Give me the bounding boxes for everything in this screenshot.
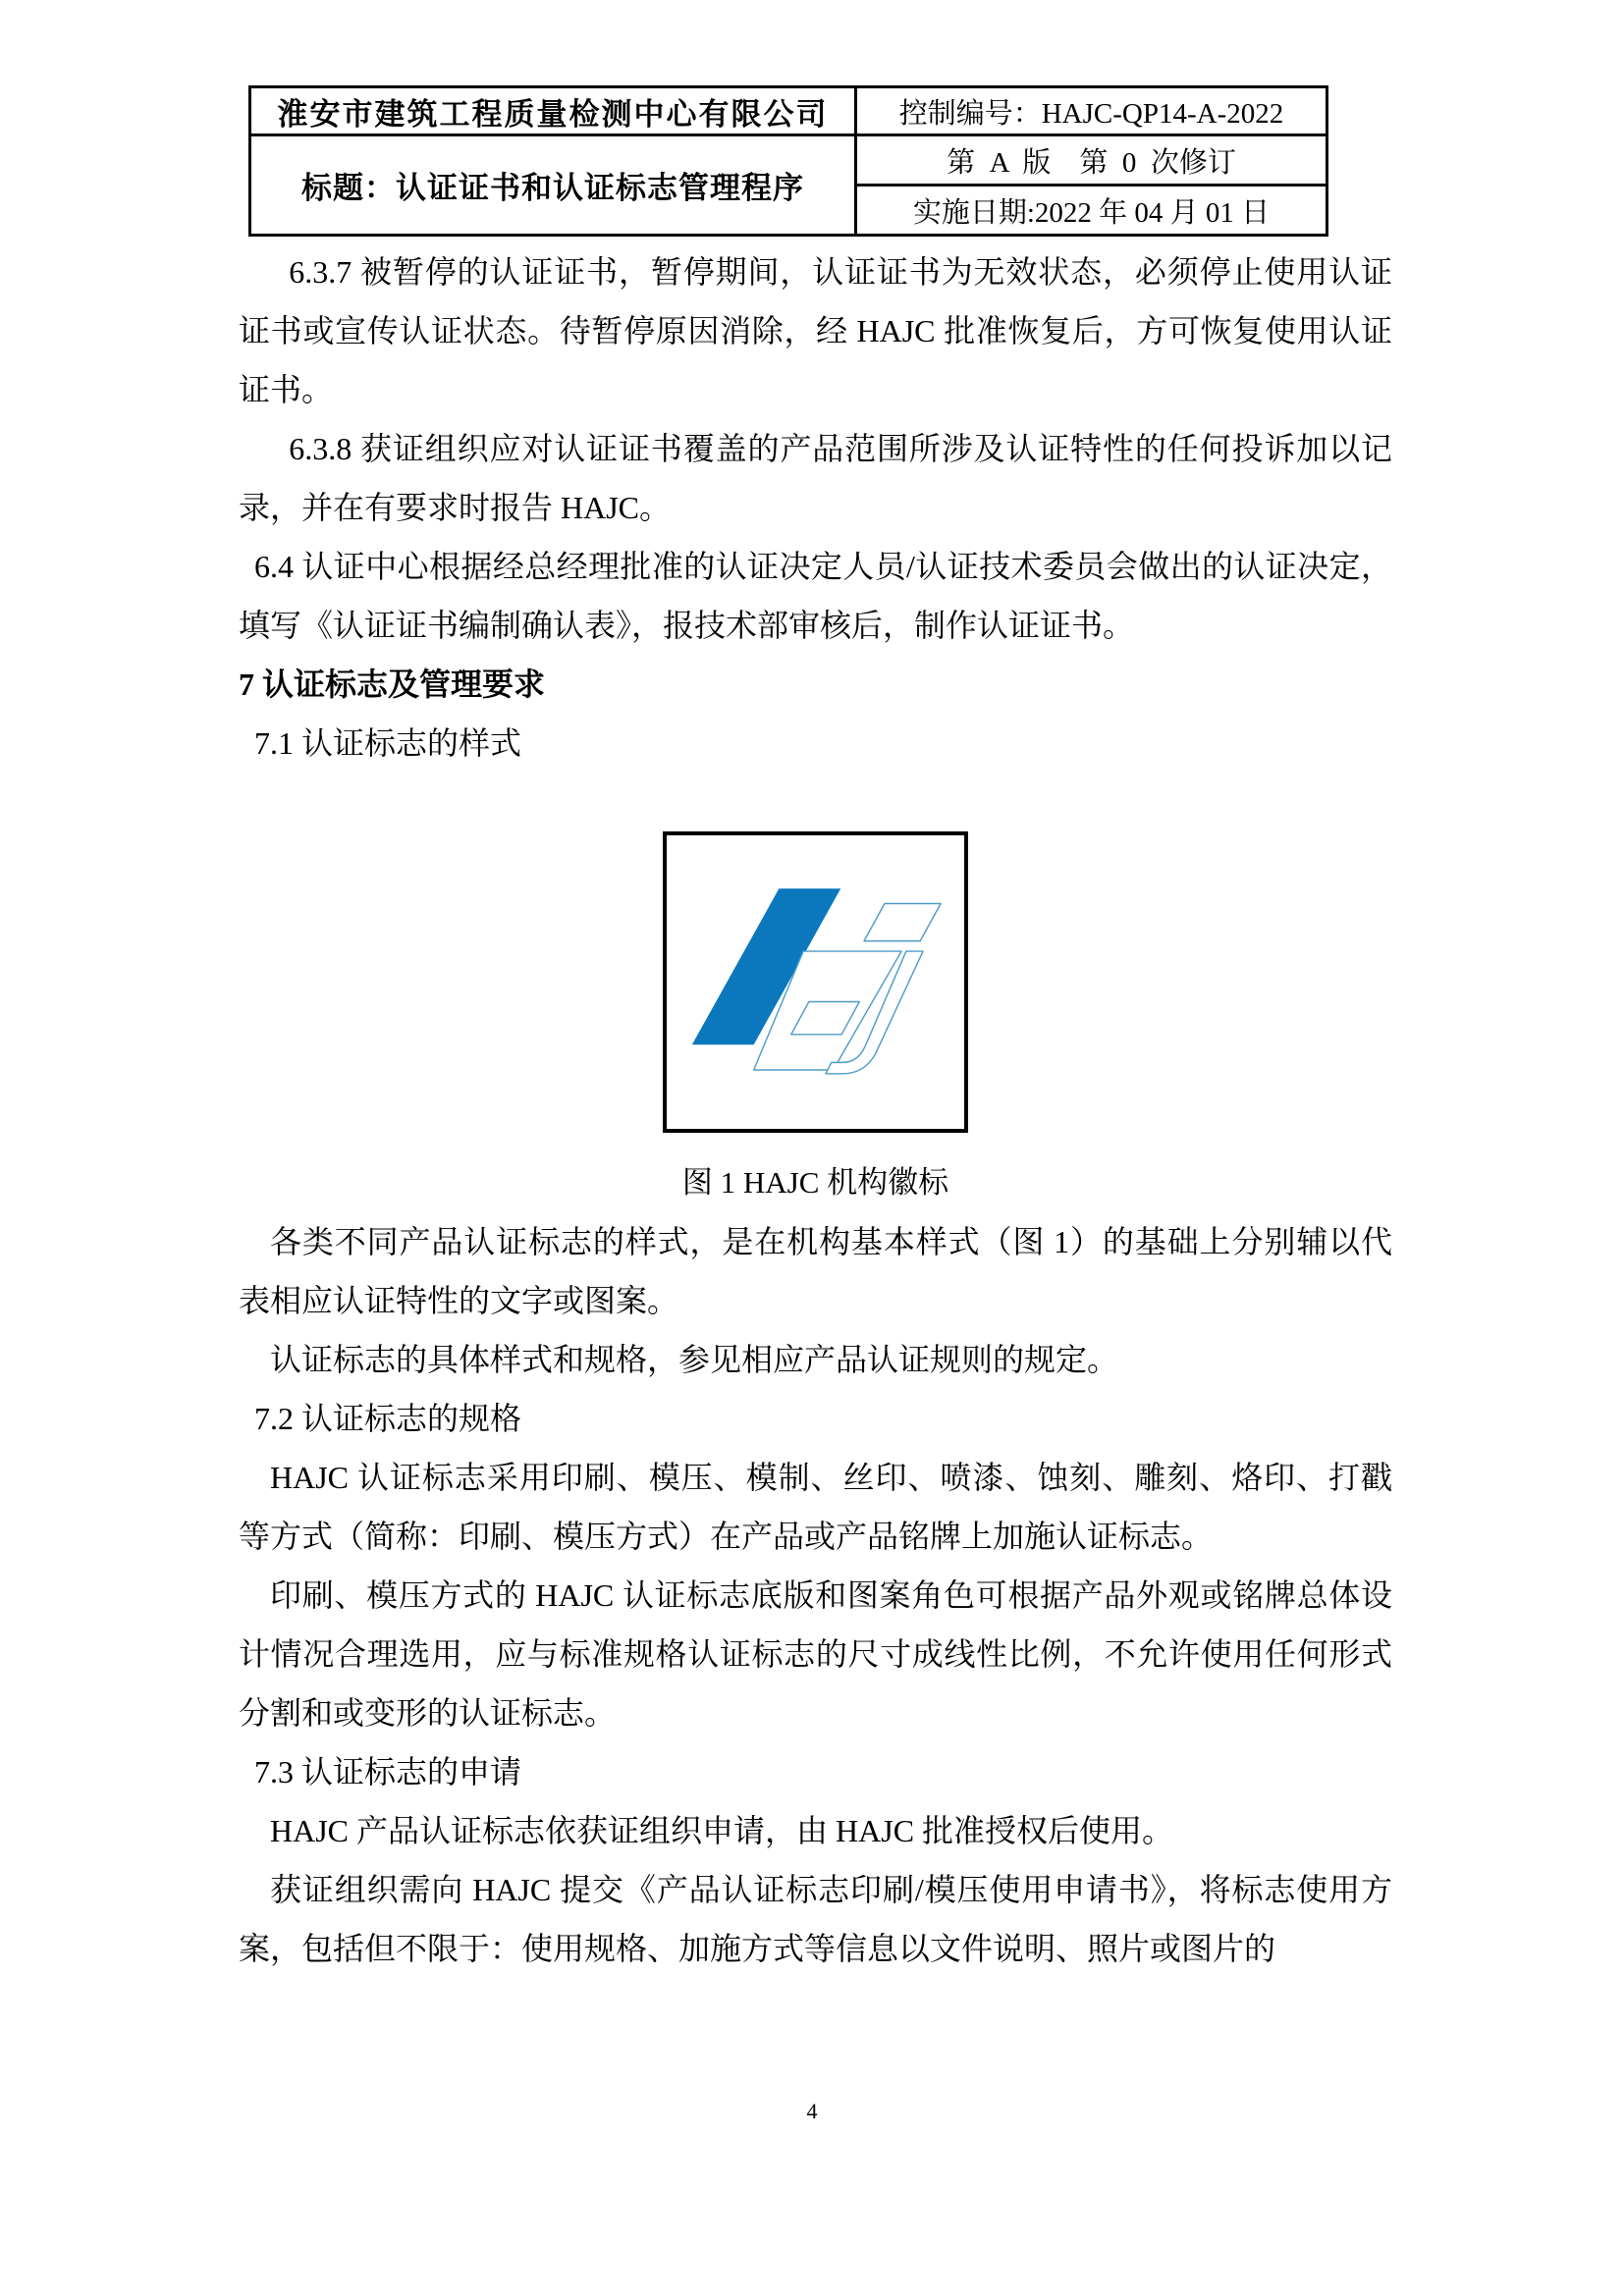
- hajc-logo-box: [663, 831, 968, 1133]
- section-heading-7-2: 7.2 认证标志的规格: [254, 1401, 522, 1436]
- header-row-1: [250, 87, 1327, 135]
- paragraph-spec-ref: 认证标志的具体样式和规格，参见相应产品认证规则的规定。: [270, 1342, 1119, 1377]
- hajc-logo-icon: [667, 835, 964, 1129]
- paragraph-6-3-8: 6.3.8 获证组织应对认证证书覆盖的产品范围所涉及认证特性的任何投诉加以记录，并在有要求时报告 HAJC。: [239, 431, 1392, 525]
- document-body: [239, 242, 1392, 1978]
- paragraph-methods: HAJC 认证标志采用印刷、模压、模制、丝印、喷漆、蚀刻、雕刻、烙印、打戳等方式（简称：印刷、模压方式）在产品或产品铭牌上加施认证标志。: [239, 1460, 1392, 1554]
- revision-cell: 第 A 版 第 0 次修订: [856, 135, 1327, 186]
- control-number-cell: 控制编号：HAJC-QP14-A-2022: [856, 87, 1327, 135]
- section-heading-7: 7 认证标志及管理要求: [239, 667, 546, 702]
- company-name-cell: 淮安市建筑工程质量检测中心有限公司: [250, 87, 856, 135]
- header-table: [248, 85, 1328, 237]
- doc-title-cell: 标题：认证证书和认证标志管理程序: [250, 135, 856, 236]
- page-number: 4: [806, 2099, 818, 2123]
- figure-caption: 图 1 HAJC 机构徽标: [681, 1165, 949, 1200]
- logo-outline-dot: [864, 904, 941, 941]
- paragraph-6-3-7: 6.3.7 被暂停的认证证书，暂停期间，认证证书为无效状态，必须停止使用认证证书或宣传认证状态。待暂停原因消除，经 HAJC 批准恢复后，方可恢复使用认证证书。: [239, 254, 1392, 407]
- paragraph-apply: HAJC 产品认证标志依获证组织申请，由 HAJC 批准授权后使用。: [270, 1813, 1174, 1848]
- paragraph-6-4: 6.4 认证中心根据经总经理批准的认证决定人员/认证技术委员会做出的认证决定，填写《认证证书编制确认表》，报技术部审核后，制作认证证书。: [239, 549, 1392, 643]
- section-heading-7-3: 7.3 认证标志的申请: [254, 1754, 522, 1789]
- paragraph-submit: 获证组织需向 HAJC 提交《产品认证标志印刷/模压使用申请书》，将标志使用方案，包括但不限于：使用规格、加施方式等信息以文件说明、照片或图片的: [239, 1872, 1392, 1966]
- paragraph-styles: 各类不同产品认证标志的样式，是在机构基本样式（图 1）的基础上分别辅以代表相应认证特性的文字或图案。: [239, 1224, 1392, 1318]
- implementation-date-cell: 实施日期:2022 年 04 月 01 日: [856, 186, 1327, 236]
- paragraph-base-design: 印刷、模压方式的 HAJC 认证标志底版和图案角色可根据产品外观或铭牌总体设计情况合理选用，应与标准规格认证标志的尺寸成线性比例，不允许使用任何形式分割和或变形的认证标志。: [239, 1577, 1392, 1731]
- header-row-2: [250, 135, 1327, 186]
- figure-1: [239, 831, 1392, 1212]
- section-heading-7-1: 7.1 认证标志的样式: [254, 725, 522, 761]
